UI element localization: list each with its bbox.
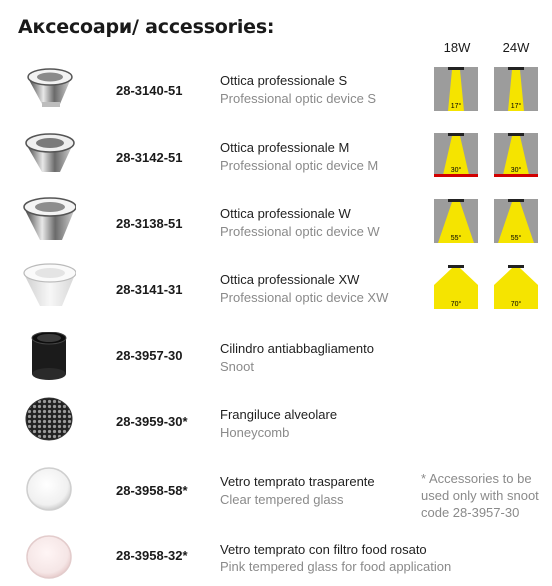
product-code: 28-3140-51	[116, 83, 183, 98]
chrome-reflector-icon	[22, 130, 76, 180]
beam-diagram-24w	[494, 265, 538, 309]
english-name: Professional optic device S	[220, 91, 377, 106]
accessory-row	[0, 256, 552, 322]
product-code: 28-3958-58*	[116, 483, 188, 498]
italian-name: Ottica professionale W	[220, 206, 351, 221]
accessory-row	[0, 388, 552, 454]
honeycomb-icon	[22, 394, 76, 444]
italian-name: Ottica professionale M	[220, 140, 350, 155]
pink-glass-icon	[22, 532, 76, 582]
product-code: 28-3138-51	[116, 216, 183, 231]
accessory-row	[0, 58, 552, 124]
column-header-18w: 18W	[443, 40, 471, 55]
english-name: Professional optic device W	[220, 224, 380, 239]
product-code: 28-3142-51	[116, 150, 183, 165]
italian-name: Cilindro antiabbagliamento	[220, 341, 374, 356]
beam-angle-label: 30°	[510, 167, 522, 174]
beam-diagram-18w	[434, 265, 478, 309]
beam-angle-label: 70°	[450, 301, 462, 308]
column-header-24w: 24W	[502, 40, 530, 55]
frosted-reflector-icon	[22, 262, 76, 312]
accessory-row	[0, 322, 552, 388]
english-name: Professional optic device M	[220, 158, 379, 173]
product-code: 28-3959-30*	[116, 414, 188, 429]
beam-diagram-24w	[494, 133, 538, 177]
english-name: Professional optic device XW	[220, 290, 389, 305]
beam-diagram-18w	[434, 199, 478, 243]
page-title: Аксесоари/ accessories:	[18, 16, 275, 38]
beam-angle-label: 55°	[450, 235, 462, 242]
accessory-row	[0, 124, 552, 190]
beam-diagram-24w	[494, 67, 538, 111]
chrome-reflector-icon	[22, 196, 76, 246]
beam-angle-label: 30°	[450, 167, 462, 174]
chrome-reflector-icon	[22, 64, 76, 114]
italian-name: Ottica professionale S	[220, 73, 348, 88]
beam-diagram-18w	[434, 133, 478, 177]
italian-name: Vetro temprato con filtro food rosato	[220, 542, 427, 557]
clear-glass-icon	[22, 464, 76, 514]
beam-diagram-24w	[494, 199, 538, 243]
english-name: Pink tempered glass for food application	[220, 559, 452, 574]
beam-angle-label: 55°	[510, 235, 522, 242]
product-code: 28-3141-31	[116, 282, 183, 297]
footnote: * Accessories to be used only with snoot code 28-3957-30	[421, 471, 539, 520]
italian-name: Ottica professionale XW	[220, 272, 360, 287]
beam-diagram-18w	[434, 67, 478, 111]
product-code: 28-3958-32*	[116, 548, 188, 563]
english-name: Snoot	[220, 359, 254, 374]
beam-angle-label: 17°	[510, 103, 522, 110]
beam-angle-label: 17°	[450, 103, 462, 110]
accessory-row	[0, 520, 552, 586]
accessory-row	[0, 190, 552, 256]
black-snoot-icon	[22, 332, 76, 382]
product-code: 28-3957-30	[116, 348, 183, 363]
italian-name: Frangiluce alveolare	[220, 407, 338, 422]
english-name: Honeycomb	[220, 425, 290, 440]
english-name: Clear tempered glass	[220, 492, 344, 507]
beam-angle-label: 70°	[510, 301, 522, 308]
italian-name: Vetro temprato trasparente	[220, 474, 375, 489]
